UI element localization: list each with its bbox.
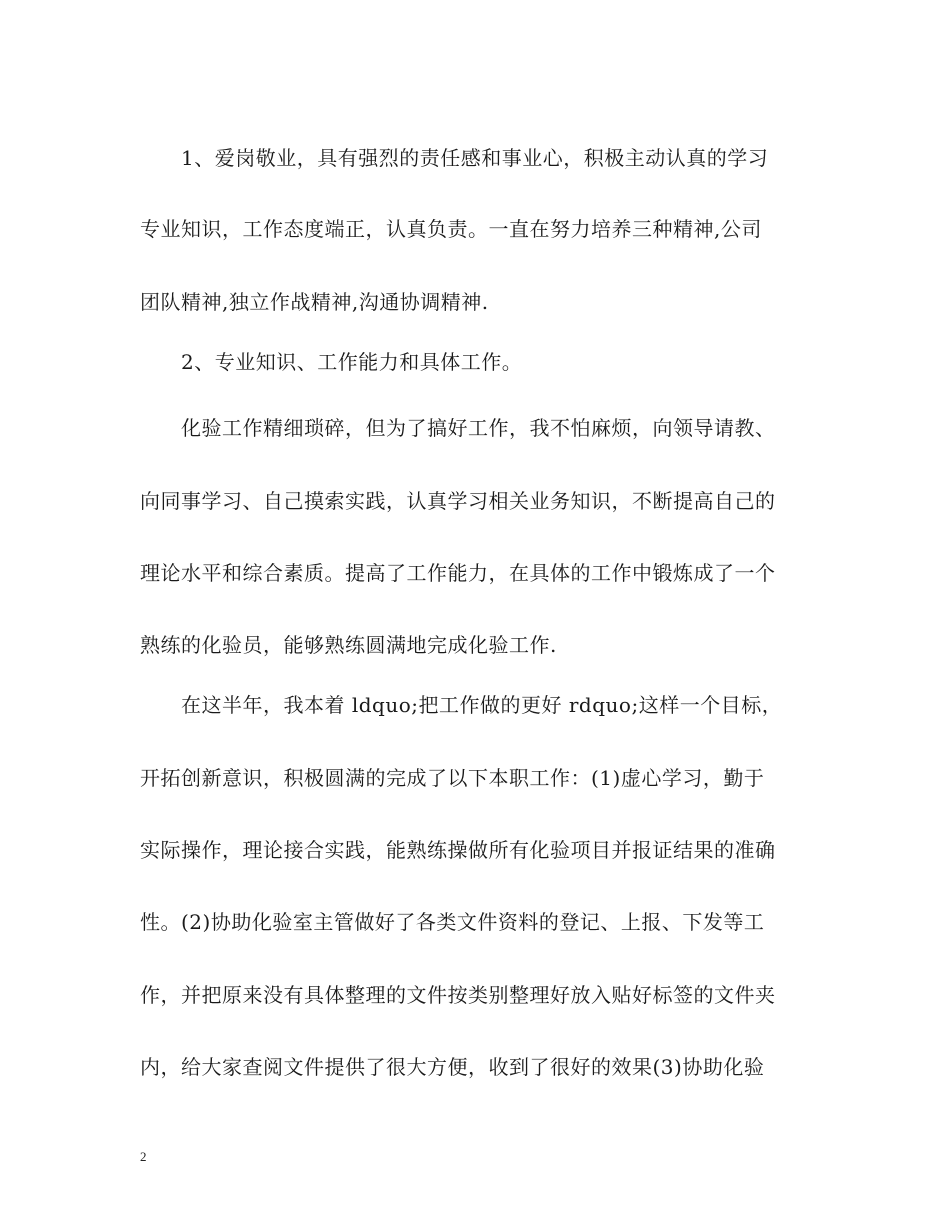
- page-number: 2: [140, 1149, 147, 1164]
- paragraph-3-line-4: 熟练的化验员，能够熟练圆满地完成化验工作.: [140, 633, 557, 657]
- paragraph-3-line-3: 理论水平和综合素质。提高了工作能力，在具体的工作中锻炼成了一个: [140, 561, 776, 585]
- paragraph-1-line-1: 1、爱岗敬业，具有强烈的责任感和事业心，积极主动认真的学习: [181, 146, 769, 170]
- paragraph-3-line-2: 向同事学习、自己摸索实践，认真学习相关业务知识，不断提高自己的: [140, 489, 776, 513]
- paragraph-4-line-2: 开拓创新意识，积极圆满的完成了以下本职工作：(1)虚心学习，勤于: [140, 766, 765, 790]
- paragraph-4-line-6: 内，给大家查阅文件提供了很大方便，收到了很好的效果(3)协助化验: [140, 1055, 765, 1079]
- paragraph-2-heading: 2、专业知识、工作能力和具体工作。: [181, 350, 523, 374]
- paragraph-4-line-5: 作，并把原来没有具体整理的文件按类别整理好放入贴好标签的文件夹: [140, 983, 776, 1007]
- paragraph-3-line-1: 化验工作精细琐碎，但为了搞好工作，我不怕麻烦，向领导请教、: [181, 416, 776, 440]
- paragraph-4-line-3: 实际操作，理论接合实践，能熟练操做所有化验项目并报证结果的准确: [140, 838, 776, 862]
- paragraph-4-line-1: 在这半年，我本着 ldquo;把工作做的更好 rdquo;这样一个目标，: [181, 693, 783, 717]
- paragraph-1-line-2: 专业知识，工作态度端正，认真负责。一直在努力培养三种精神,公司: [140, 217, 762, 241]
- paragraph-1-line-3: 团队精神,独立作战精神,沟通协调精神.: [140, 290, 489, 314]
- paragraph-4-line-4: 性。(2)协助化验室主管做好了各类文件资料的登记、上报、下发等工: [140, 910, 765, 934]
